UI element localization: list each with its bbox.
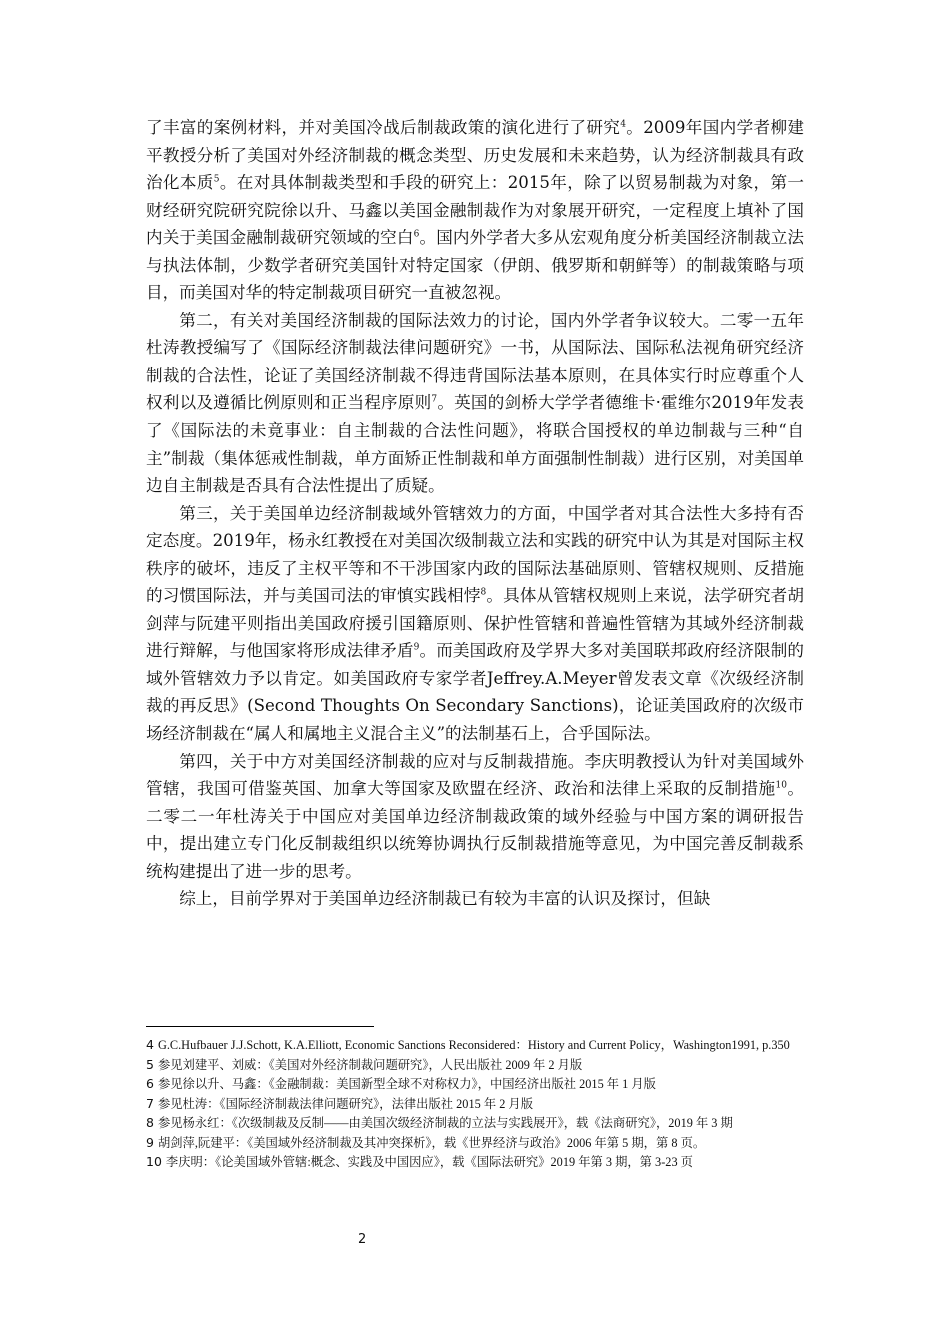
body-text: [146, 114, 804, 913]
paragraph-text: 。国内外学者大多从宏观角度分析美国经济制裁立法与执法体制，少数学者研究美国针对特定国家（伊朗、俄罗斯和朝鲜等）的制裁策略与项目，而美国对华的特定制裁项目研究一直被忽视。: [146, 228, 805, 303]
paragraph-text: 第四，关于中方对美国经济制裁的应对与反制裁措施。李庆明教授认为针对美国域外管辖，我国可借鉴英国、加拿大等国家及欧盟在经济、政治和法律上采取的反制措施: [146, 751, 804, 799]
footnote-text: G.C.Hufbauer J.J.Schott, K.A.Elliott, Economic Sanctions Reconsidered：History and Current Policy，Washington1991, p.350: [157, 1038, 790, 1052]
paragraph-text: 综上，目前学界对于美国单边经济制裁已有较为丰富的认识及探讨，但缺: [179, 889, 711, 909]
footnote-reference: 6: [413, 229, 420, 240]
paragraph: [146, 114, 804, 307]
footnote: [146, 1114, 806, 1133]
footnote: [146, 1075, 806, 1094]
footnote-number: 10: [146, 1154, 162, 1169]
paragraph: [146, 885, 804, 913]
footnote-text: 胡剑萍,阮建平：《美国域外经济制裁及其冲突探析》，载《世界经济与政治》2006 年第 5 期，第 8 页。: [157, 1135, 706, 1150]
footnote: [146, 1153, 806, 1172]
paragraph-text: 。英国的剑桥大学学者德维卡·霍维尔2019年发表了《国际法的未竟事业：自主制裁的合法性问题》，将联合国授权的单边制裁与三种“自主”制裁（集体惩戒性制裁，单方面矫正性制裁和单方面强制性制裁）进行区别，对美国单边自主制裁是否具有合法性提出了质疑。: [146, 393, 805, 496]
paragraph-text: 。具体从管辖权规则上来说，法学研究者胡剑萍与阮建平则指出美国政府援引国籍原则、保护性管辖和普遍性管辖为其域外经济制裁进行辩解，与他国家将形成法律矛盾: [146, 586, 805, 661]
page-number: 2: [358, 1232, 367, 1247]
paragraph: [146, 500, 804, 748]
footnotes: [146, 1036, 806, 1173]
footnote-reference: 9: [413, 642, 420, 653]
paragraph-text: 。在对具体制裁类型和手段的研究上：2015年，除了以贸易制裁为对象，第一财经研究院研究院徐以升、马鑫以美国金融制裁作为对象展开研究，一定程度上填补了国内关于美国金融制裁研究领域的空白: [146, 173, 805, 248]
paragraph: [146, 307, 804, 500]
footnote: [146, 1134, 806, 1153]
footnote-number: 8: [146, 1115, 154, 1130]
footnote-text: 参见徐以升、马鑫：《金融制裁：美国新型全球不对称权力》，中国经济出版社 2015 年 1 月版: [157, 1077, 656, 1091]
footnote-text: 参见刘建平、刘威：《美国对外经济制裁问题研究》，人民出版社 2009 年 2 月版: [157, 1057, 583, 1072]
footnote: [146, 1095, 806, 1114]
footnote-reference: 8: [480, 587, 487, 598]
footnote-reference: 5: [213, 174, 220, 185]
footnote-reference: 10: [775, 780, 787, 791]
paragraph-text: 。二零二一年杜涛关于中国应对美国单边经济制裁政策的域外经验与中国方案的调研报告中，提出建立专门化反制裁组织以统筹协调执行反制裁措施等意见，为中国完善反制裁系统构建提出了进一步的思考。: [146, 779, 804, 881]
footnote-number: 9: [146, 1134, 154, 1150]
footnote: [146, 1056, 806, 1075]
footnote-number: 5: [146, 1056, 154, 1072]
footnote-number: 4: [146, 1037, 154, 1052]
footnote-text: 李庆明：《论美国域外管辖:概念、实践及中国因应》，载《国际法研究》2019 年第 3 期，第 3-23 页: [165, 1155, 693, 1169]
footnote-number: 6: [146, 1076, 154, 1091]
footnote-number: 7: [146, 1095, 154, 1111]
paragraph-text: 。2009年国内学者柳建平教授分析了美国对外经济制裁的概念类型、历史发展和未来趋势，认为经济制裁具有政治化本质: [146, 118, 804, 193]
footnote: [146, 1036, 806, 1055]
paragraph-text: 第三，关于美国单边经济制裁域外管辖效力的方面，中国学者对其合法性大多持有否定态度。2019年，杨永红教授在对美国次级制裁立法和实践的研究中认为其是对国际主权秩序的破坏，违反了主权平等和不干涉国家内政的国际法基础原则、管辖权规则、反措施的习惯国际法，并与美国司法的审慎实践相悖: [146, 503, 804, 606]
footnote-separator: [146, 1026, 374, 1027]
footnote-text: 参见杨永红：《次级制裁及反制——由美国次级经济制裁的立法与实践展开》，载《法商研究》，2019 年 3 期: [157, 1116, 733, 1130]
footnote-reference: 7: [431, 394, 438, 405]
paragraph: [146, 748, 804, 886]
paragraph-text: 了丰富的案例材料，并对美国冷战后制裁政策的演化进行了研究: [146, 118, 621, 137]
footnote-reference: 4: [620, 119, 626, 130]
paragraph-text: 第二，有关对美国经济制裁的国际法效力的讨论，国内外学者争议较大。二零一五年杜涛教授编写了《国际经济制裁法律问题研究》一书，从国际法、国际私法视角研究经济制裁的合法性，论证了美国经济制裁不得违背国际法基本原则，在具体实行时应尊重个人权利以及遵循比例原则和正当程序原则: [146, 310, 804, 413]
paragraph-text: 。而美国政府及学界大多对美国联邦政府经济限制的域外管辖效力予以肯定。如美国政府专家学者Jeffrey.A.Meyer曾发表文章《次级经济制裁的再反思》(Second Thoughts On Secondary Sanctions)，论证美国政府的次级市场经济制裁在“属人和属地主义混合主义”的法制基石上，合乎国际法。: [146, 641, 805, 744]
footnote-text: 参见杜涛：《国际经济制裁法律问题研究》，法律出版社 2015 年 2 月版: [157, 1096, 534, 1111]
